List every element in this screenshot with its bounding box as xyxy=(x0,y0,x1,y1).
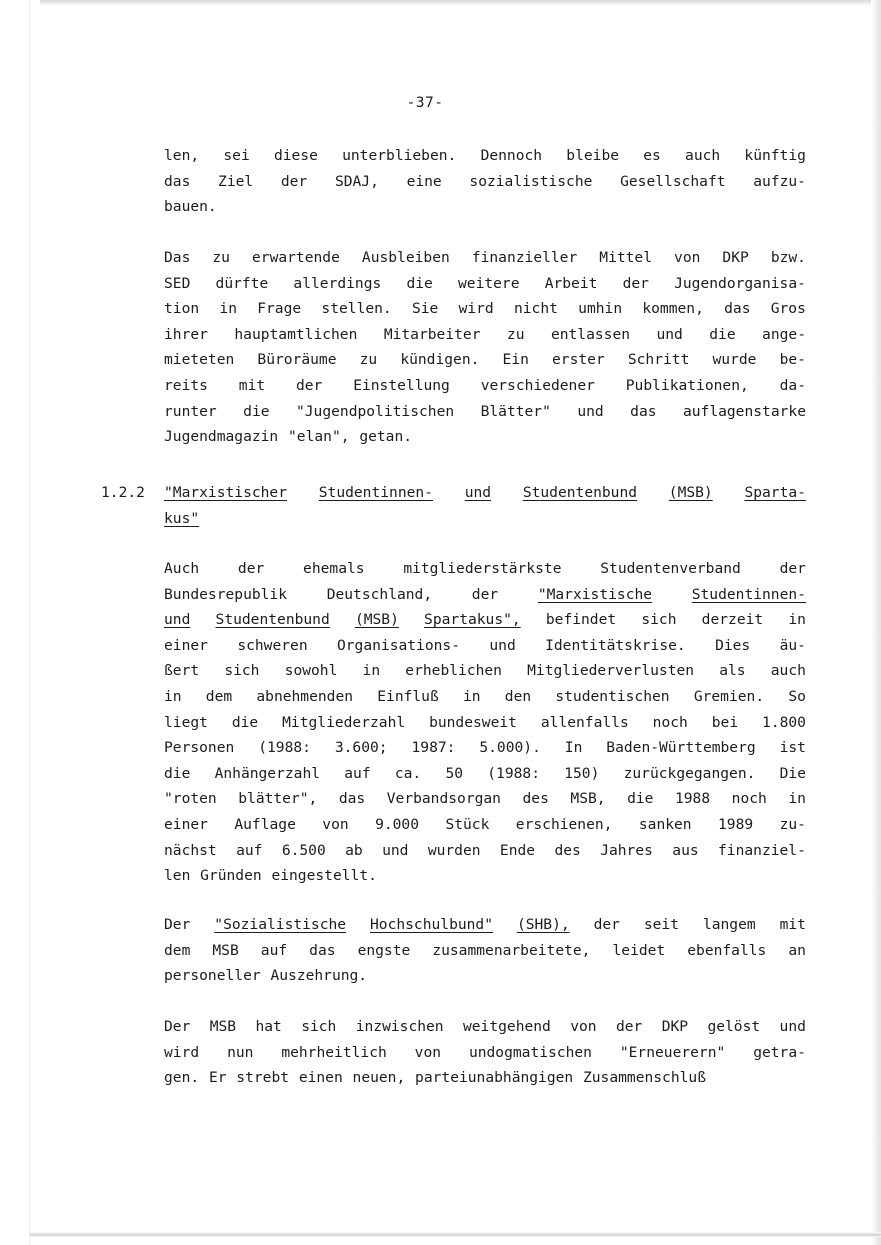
text-line: ihrer hauptamtlichen Mitarbeiter zu entlassen und die ange- xyxy=(164,325,806,343)
text-line: len, sei diese unterblieben. Dennoch bleibe es auch künftig xyxy=(164,147,806,164)
scan-edge-left xyxy=(29,0,30,1245)
text-line: dem MSB auf das engste zusammenarbeitete, leidet ebenfalls an xyxy=(164,941,806,959)
text-line: mieteten Büroräume zu kündigen. Ein erster Schritt wurde be- xyxy=(164,351,806,369)
text-line: Auch der ehemals mitgliederstärkste Studentenverband der xyxy=(164,560,806,577)
text-line: reits mit der Einstellung verschiedener Publikationen, da- xyxy=(164,377,806,394)
text-line: liegt die Mitgliederzahl bundesweit allenfalls noch bei 1.800 xyxy=(164,713,806,731)
text-line: Der "Sozialistische Hochschulbund" (SHB), der seit langem mit xyxy=(164,916,806,933)
text-line: einer schweren Organisations- und Identitätskrise. Dies äu- xyxy=(164,636,806,654)
text-line: "roten blätter", das Verbandsorgan des MSB, die 1988 noch in xyxy=(164,790,806,808)
text-line: Das zu erwartende Ausbleiben finanzieller Mittel von DKP bzw. xyxy=(164,249,806,266)
text-line: nächst auf 6.500 ab und wurden Ende des Jahres aus finanziel- xyxy=(164,841,806,859)
text-line: "Marxistischer Studentinnen- und Studentenbund (MSB) Sparta- xyxy=(164,484,806,501)
text-line: Bundesrepublik Deutschland, der "Marxistische Studentinnen- xyxy=(164,585,806,603)
text-line: kus" xyxy=(164,509,200,527)
scan-edge-right xyxy=(871,0,881,1245)
text-line: personeller Auszehrung. xyxy=(164,967,368,985)
text-line: einer Auflage von 9.000 Stück erschienen, sanken 1989 zu- xyxy=(164,816,806,833)
text-line: das Ziel der SDAJ, eine sozialistische Gesellschaft aufzu- xyxy=(164,172,806,190)
text-line: len Gründen eingestellt. xyxy=(164,867,377,885)
text-line: Jugendmagazin "elan", getan. xyxy=(164,428,413,446)
text-line: wird nun mehrheitlich von undogmatischen "Erneuerern" getra- xyxy=(164,1043,806,1061)
text-line: bauen. xyxy=(164,198,217,216)
text-line: in dem abnehmenden Einfluß in den studentischen Gremien. So xyxy=(164,688,806,705)
section-number: 1.2.2 xyxy=(101,484,145,501)
scan-edge-bottom xyxy=(30,1232,881,1237)
text-line: und Studentenbund (MSB) Spartakus", befindet sich derzeit in xyxy=(164,611,806,629)
text-line: ßert sich sowohl in erheblichen Mitgliederverlusten als auch xyxy=(164,662,806,680)
text-line: gen. Er strebt einen neuen, parteiunabhängigen Zusammenschluß xyxy=(164,1069,706,1087)
text-line: runter die "Jugendpolitischen Blätter" und das auflagenstarke xyxy=(164,402,806,420)
scan-edge-top xyxy=(40,0,881,6)
page-number: -37- xyxy=(406,95,444,111)
text-line: Personen (1988: 3.600; 1987: 5.000). In Baden-Württemberg ist xyxy=(164,739,806,757)
text-line: tion in Frage stellen. Sie wird nicht umhin kommen, das Gros xyxy=(164,300,806,318)
text-line: die Anhängerzahl auf ca. 50 (1988: 150) zurückgegangen. Die xyxy=(164,764,806,782)
text-line: Der MSB hat sich inzwischen weitgehend von der DKP gelöst und xyxy=(164,1018,806,1035)
text-line: SED dürfte allerdings die weitere Arbeit der Jugendorganisa- xyxy=(164,274,806,292)
